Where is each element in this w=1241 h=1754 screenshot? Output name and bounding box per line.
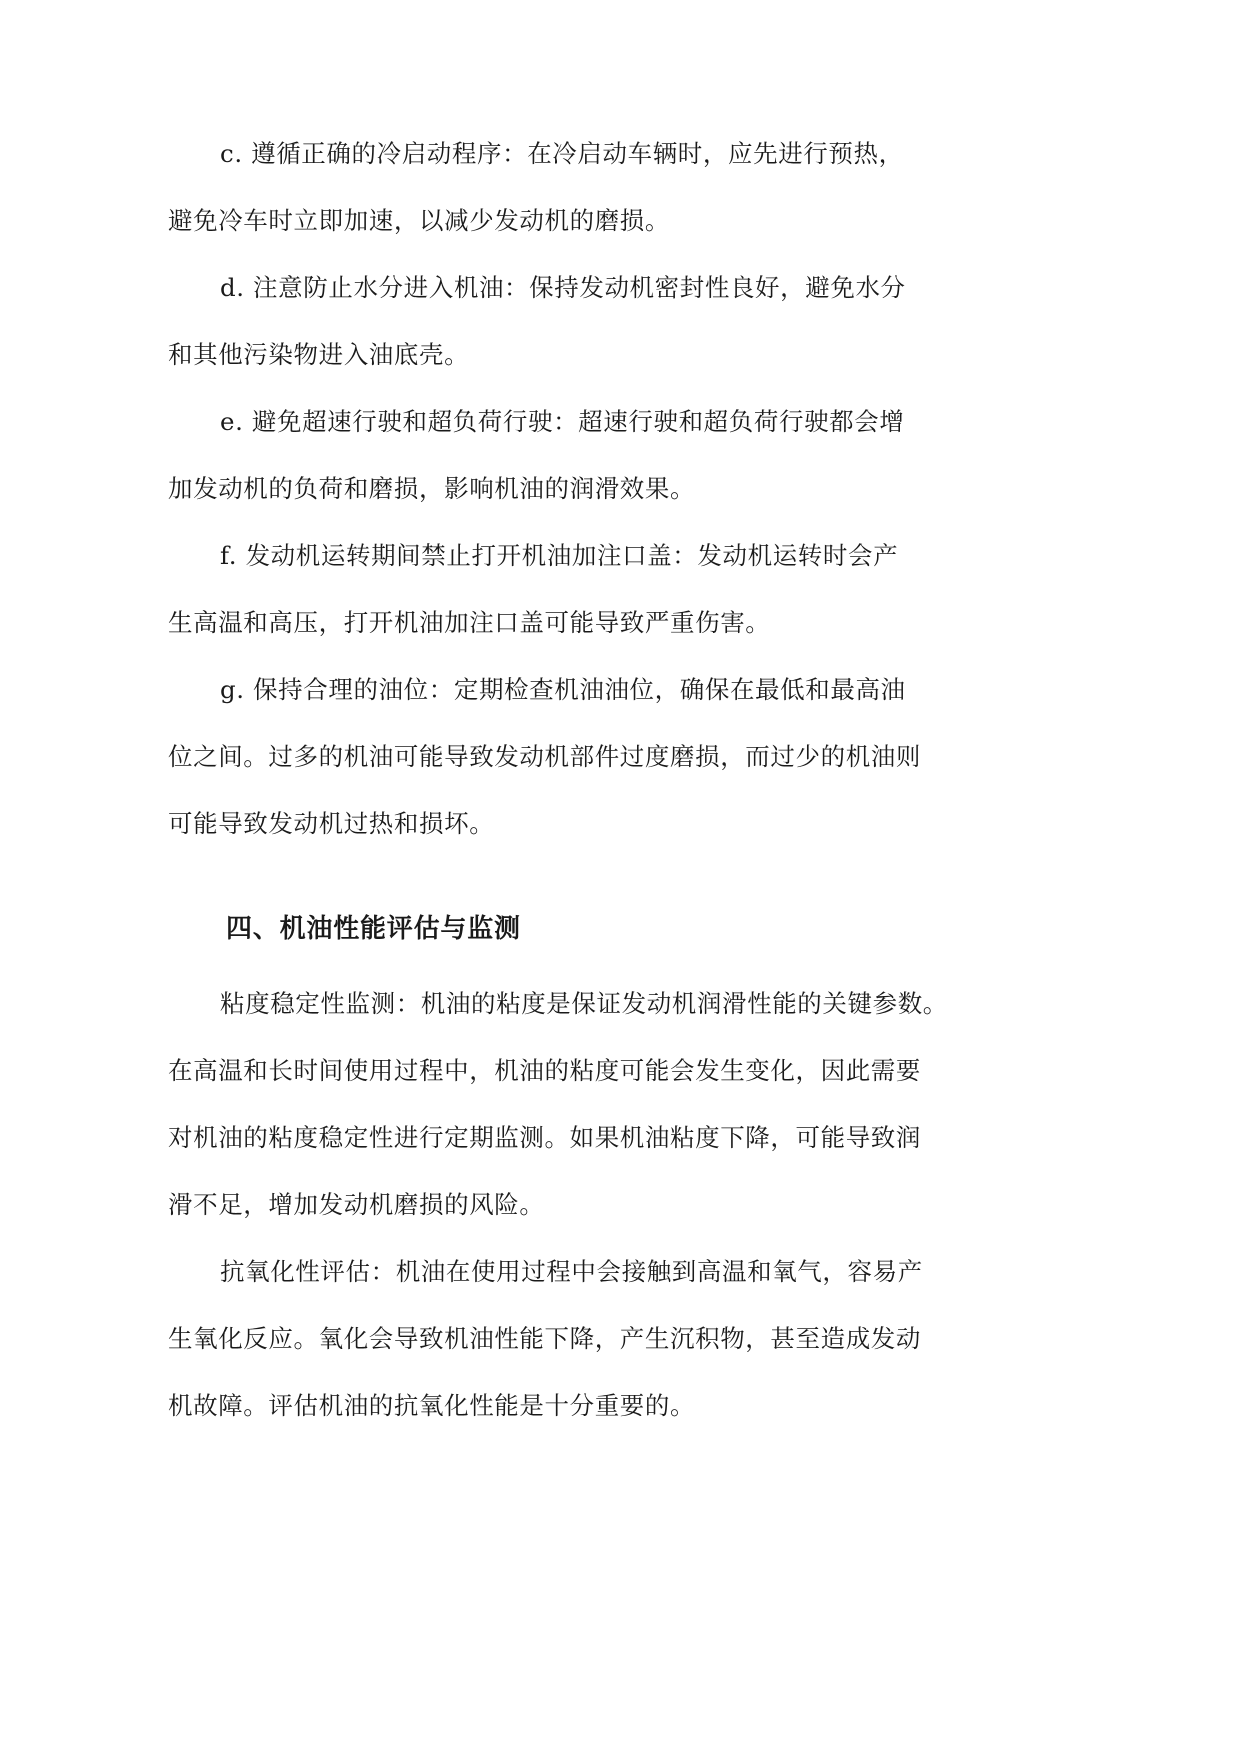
list-item-d	[168, 254, 944, 388]
paragraph-oxidation-evaluation	[168, 1238, 944, 1439]
paragraph-line: 对机油的粘度稳定性进行定期监测。如果机油粘度下降，可能导致润	[168, 1123, 921, 1152]
paragraph-line: 生氧化反应。氧化会导致机油性能下降，产生沉积物，甚至造成发动	[168, 1324, 921, 1353]
paragraph-line: c. 遵循正确的冷启动程序：在冷启动车辆时，应先进行预热，	[220, 139, 904, 168]
list-item-g	[168, 656, 944, 857]
list-item-c	[168, 120, 944, 254]
paragraph-line: 粘度稳定性监测：机油的粘度是保证发动机润滑性能的关键参数。	[220, 989, 948, 1018]
paragraph-line: 和其他污染物进入油底壳。	[168, 340, 470, 369]
paragraph-line: f. 发动机运转期间禁止打开机油加注口盖：发动机运转时会产	[220, 541, 899, 570]
paragraph-line: e. 避免超速行驶和超负荷行驶：超速行驶和超负荷行驶都会增	[220, 407, 905, 436]
paragraph-line: 抗氧化性评估：机油在使用过程中会接触到高温和氧气，容易产	[220, 1257, 923, 1286]
paragraph-line: 避免冷车时立即加速，以减少发动机的磨损。	[168, 206, 670, 235]
paragraph-viscosity-monitoring	[168, 970, 948, 1238]
list-item-f	[168, 522, 944, 656]
paragraph-line: 在高温和长时间使用过程中，机油的粘度可能会发生变化，因此需要	[168, 1056, 921, 1085]
section-heading: 四、机油性能评估与监测	[226, 914, 521, 944]
paragraph-line: 可能导致发动机过热和损坏。	[168, 809, 495, 838]
paragraph-line: 滑不足，增加发动机磨损的风险。	[168, 1190, 545, 1219]
section-body	[168, 970, 948, 1439]
paragraph-line: 加发动机的负荷和磨损，影响机油的润滑效果。	[168, 474, 696, 503]
paragraph-line: g. 保持合理的油位：定期检查机油油位，确保在最低和最高油	[220, 675, 906, 704]
paragraph-line: d. 注意防止水分进入机油：保持发动机密封性良好，避免水分	[220, 273, 906, 302]
paragraph-line: 位之间。过多的机油可能导致发动机部件过度磨损，而过少的机油则	[168, 742, 921, 771]
maintenance-items	[168, 120, 944, 857]
list-item-e	[168, 388, 944, 522]
paragraph-line: 生高温和高压，打开机油加注口盖可能导致严重伤害。	[168, 608, 771, 637]
paragraph-line: 机故障。评估机油的抗氧化性能是十分重要的。	[168, 1391, 696, 1420]
